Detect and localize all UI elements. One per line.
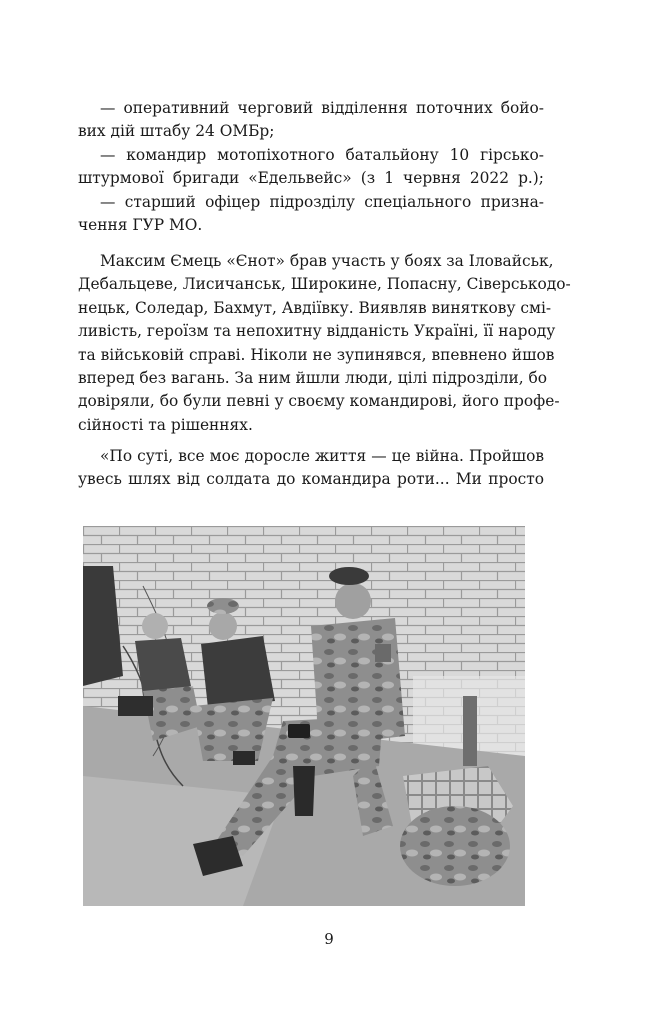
biography-paragraph	[78, 250, 571, 437]
list-line: — командир мотопіхотного батальйону 10 гірсько-	[100, 145, 544, 164]
paragraph-line: Максим Ємець «Єнот» брав участь у боях за Іловайськ,	[100, 252, 554, 270]
quote-paragraph	[78, 445, 544, 492]
paragraph-line: увесь шлях від солдата до командира роти... Ми просто	[78, 470, 544, 489]
list-line: чення ГУР МО.	[78, 216, 203, 235]
page-number: 9	[324, 930, 334, 948]
paragraph-line: сійності та рішеннях.	[78, 415, 253, 434]
list-line: штурмової бригади «Едельвейс» (з 1 червня 2022 р.);	[78, 169, 544, 188]
list-line: вих дій штабу 24 ОМБр;	[78, 122, 275, 141]
paragraph-line: вперед без вагань. За ним йшли люди, цілі підрозділи, бо	[78, 369, 548, 388]
paragraph-line: та військовій справі. Ніколи не зупинявся, впевнено йшов	[78, 345, 555, 364]
paragraph-line: «По суті, все моє доросле життя — це війна. Пройшов	[100, 447, 544, 465]
soldiers-photo	[83, 526, 525, 906]
paragraph-line: довіряли, бо були певні у своєму командирові, його профе-	[78, 392, 560, 411]
list-line: — старший офіцер підрозділу спеціального призна-	[100, 192, 544, 211]
paragraph-line: нецьк, Соледар, Бахмут, Авдіївку. Виявляв виняткову смі-	[78, 298, 552, 317]
paragraph-line: ливість, героїзм та непохитну відданість Україні, її народу	[78, 322, 556, 341]
list-line: — оперативний черговий відділення поточних бойо-	[100, 99, 544, 117]
service-list	[78, 97, 544, 237]
paragraph-line: Дебальцеве, Лисичанськ, Широкине, Попасну, Сіверськодо-	[78, 275, 571, 294]
